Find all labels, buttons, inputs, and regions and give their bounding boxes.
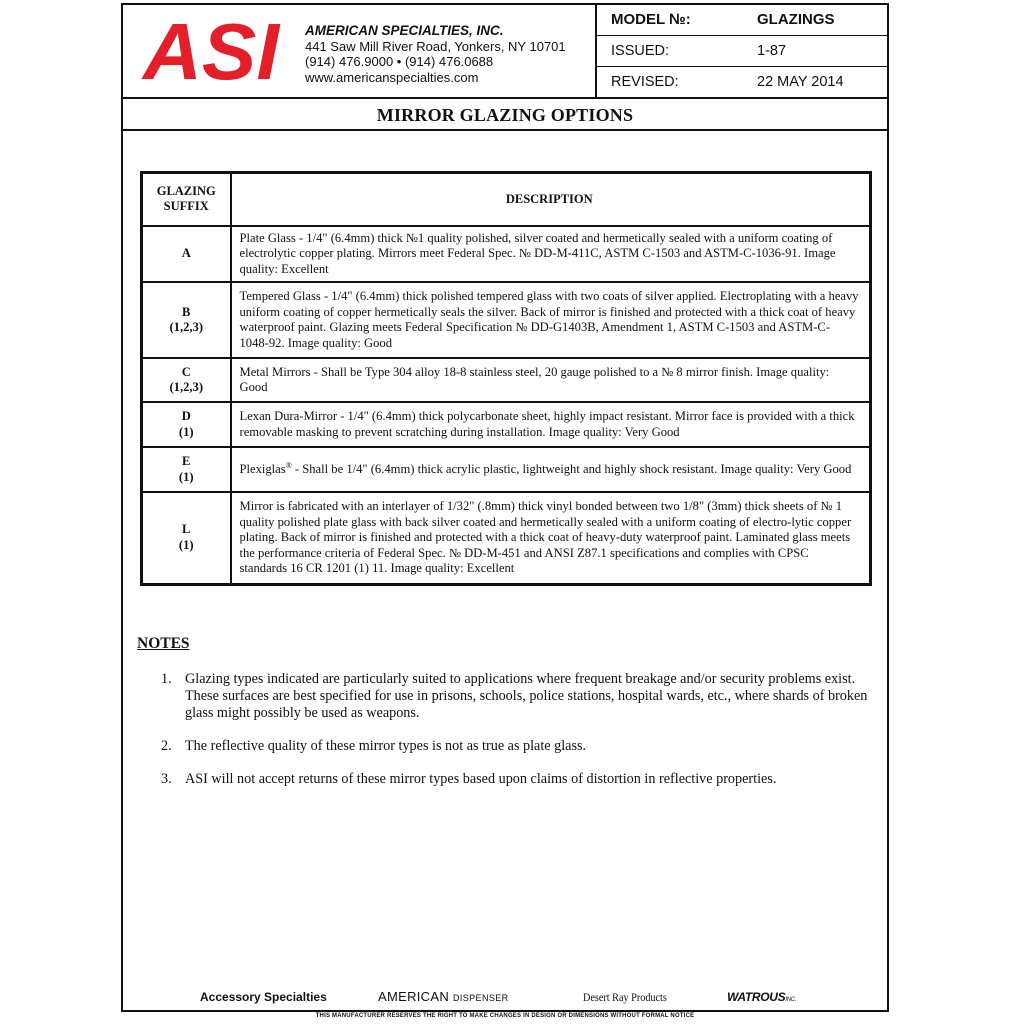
revised-value: 22 MAY 2014 (757, 74, 844, 90)
table-row (142, 492, 871, 584)
list-item (137, 671, 877, 722)
spec-sheet (121, 3, 889, 1012)
glazing-table (140, 171, 872, 586)
company-phone: (914) 476.9000 • (914) 476.0688 (305, 54, 494, 69)
description-cell: Mirror is fabricated with an interlayer of 1/32" (.8mm) thick vinyl bonded between two 1/8" (3mm) thick sheets of № 1 quality polished plate glass with back silver coated and hermetically sealed with a uniform coating of electro-lytic copper plating. Back of mirror is finished and protected with a thick coat of heavy-duty waterproof paint. Laminated glass meets the performance criteria of Federal Spec. № DD-M-451 and ANSI Z87.1 specifications and complies with CPSC standards 16 CR 1201 (1) 11. Image quality: Excellent (231, 492, 871, 584)
company-name: AMERICAN SPECIALTIES, INC. (305, 23, 504, 38)
issued-value: 1-87 (757, 43, 787, 59)
asi-logo-text: ASI (141, 17, 281, 85)
description-cell: Tempered Glass - 1/4" (6.4mm) thick polished tempered glass with two coats of silver applied. Electroplating with a heavy uniform coating of copper hermetically seals the silver. Back of mirror is finished and protected with a thick coat of heavy waterproof paint. Glazing meets Federal Specification № DD-G1403B, Amendment 1, ASTM C-1503 and ASTM-C-1048-92. Image quality: Good (231, 282, 871, 358)
company-info (305, 23, 566, 85)
suffix-cell: E (1) (142, 447, 231, 492)
brand-watrous: WATROUSINC. (727, 990, 797, 1004)
model-value: GLAZINGS (757, 11, 835, 28)
note-number: 1. (161, 671, 172, 687)
table-header-row (142, 173, 871, 226)
model-label: MODEL №: (611, 11, 691, 28)
brand-desert-ray: Desert Ray Products (583, 990, 667, 1004)
suffix-header: GLAZING SUFFIX (142, 173, 231, 226)
revised-row (597, 67, 889, 99)
model-row (597, 5, 889, 36)
description-cell: Plate Glass - 1/4" (6.4mm) thick №1 quality polished, silver coated and hermetically sealed with a uniform coating of electrolytic copper plating. Mirrors meet Federal Spec. № DD-M-411C, ASTM C-1503 and ASTM-C-1036-91. Image quality: Excellent (231, 226, 871, 283)
description-cell: Plexiglas® - Shall be 1/4" (6.4mm) thick acrylic plastic, lightweight and highly shock resistant. Image quality: Very Good (231, 447, 871, 492)
asi-logo (141, 17, 281, 85)
revised-label: REVISED: (611, 74, 679, 90)
page-title: MIRROR GLAZING OPTIONS (376, 105, 634, 125)
table-row (142, 402, 871, 447)
list-item (137, 771, 877, 788)
list-item (137, 738, 877, 755)
suffix-cell: B (1,2,3) (142, 282, 231, 358)
suffix-cell: D (1) (142, 402, 231, 447)
suffix-cell: A (142, 226, 231, 283)
issued-row (597, 36, 889, 67)
notes-list (137, 671, 877, 804)
table-row (142, 358, 871, 402)
notes-heading: NOTES (137, 635, 190, 652)
brand-american-dispenser: AMERICAN DISPENSER (378, 989, 509, 1004)
header (123, 5, 887, 99)
table-row (142, 226, 871, 283)
description-cell: Metal Mirrors - Shall be Type 304 alloy 18-8 stainless steel, 20 gauge polished to a № 8 mirror finish. Image quality: Good (231, 358, 871, 402)
note-number: 3. (161, 771, 172, 787)
description-header: DESCRIPTION (231, 173, 871, 226)
footer-disclaimer: THIS MANUFACTURER RESERVES THE RIGHT TO MAKE CHANGES IN DESIGN OR DIMENSIONS WITHOUT FORMAL NOTICE (315, 1013, 695, 1019)
table-row (142, 447, 871, 492)
company-address: 441 Saw Mill River Road, Yonkers, NY 10701 (305, 38, 566, 54)
title-band (123, 99, 887, 131)
issued-label: ISSUED: (611, 43, 670, 59)
note-text: The reflective quality of these mirror types is not as true as plate glass. (185, 738, 587, 754)
brand-accessory-specialties: Accessory Specialties (200, 990, 327, 1004)
table-row (142, 282, 871, 358)
note-text: ASI will not accept returns of these mirror types based upon claims of distortion in reflective properties. (185, 771, 777, 787)
suffix-cell: C (1,2,3) (142, 358, 231, 402)
description-cell: Lexan Dura-Mirror - 1/4" (6.4mm) thick polycarbonate sheet, highly impact resistant. Mirror face is provided with a thick removable masking to prevent scratching during installation. Image quality: Very Good (231, 402, 871, 447)
note-number: 2. (161, 738, 172, 754)
suffix-cell: L (1) (142, 492, 231, 584)
company-website[interactable]: www.americanspecialties.com (305, 69, 479, 85)
note-text: Glazing types indicated are particularly suited to applications where frequent breakage and/or security problems exist. These surfaces are best specified for use in prisons, schools, police stations, hospital wards, etc., where shards of broken glass might possibly be used as weapons. (185, 671, 868, 721)
model-info-box (595, 5, 887, 99)
